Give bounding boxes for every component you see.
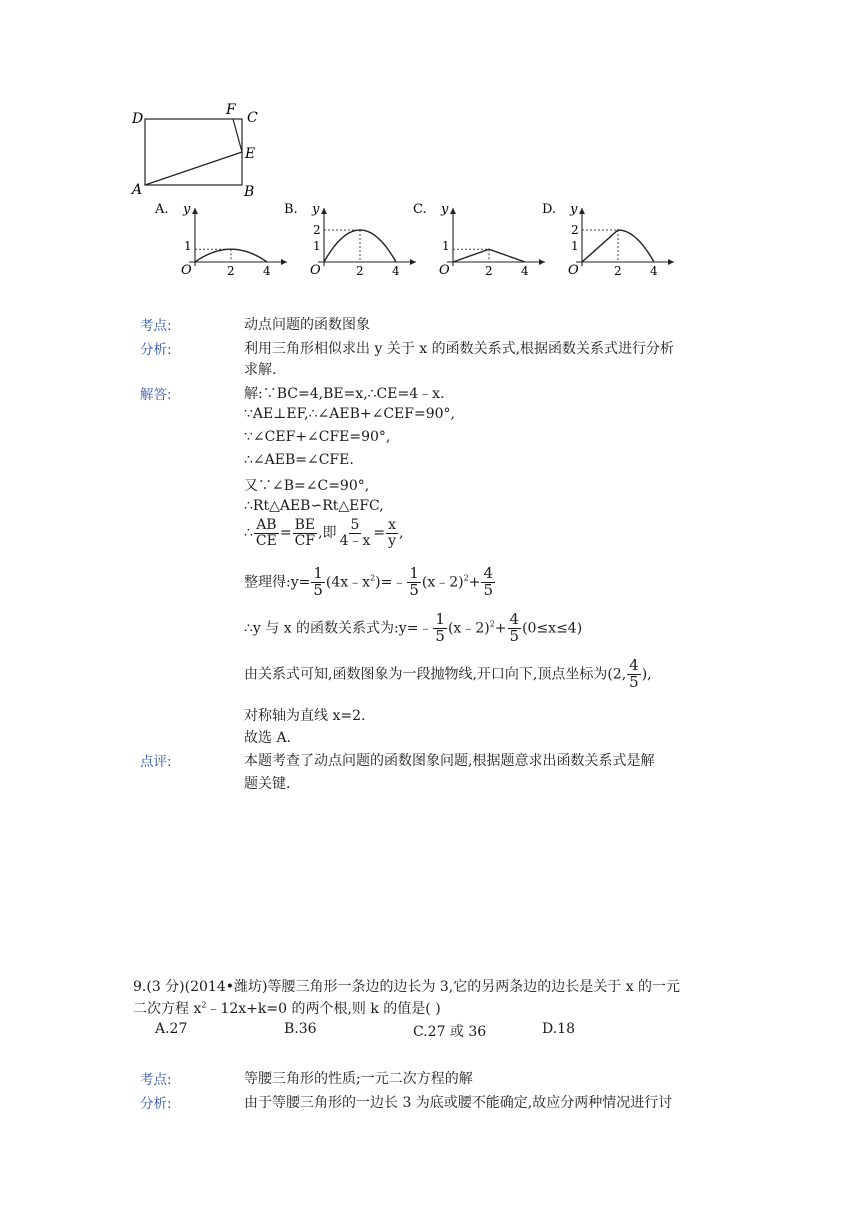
y-arrow [450,208,456,214]
y-axis-label: y [312,202,320,217]
fenxi-label: 分析: [140,342,172,358]
dianping-label: 点评: [140,754,172,770]
q9-kaodian-label: 考点: [140,1072,172,1088]
fraction-ab-ce: $\frac{AB}{CE}$ [255,517,277,549]
q9-stem-1: 9.(3 分)(2014•潍坊)等腰三角形一条边的边长为 3,它的另两条边的边长是关于 x 的一元 [133,979,681,995]
option-graph-a [155,200,285,280]
option-letter: D. [542,202,557,217]
tick-label-y: 2 [313,223,321,237]
tick-label-x: 4 [521,264,529,278]
kaodian-text: 动点问题的函数图象 [244,317,370,333]
fraction-be-cf: $\frac{BE}{CF}$ [294,517,316,549]
origin-label: O [439,263,450,278]
tick-label-y: 1 [571,239,579,253]
label-c: C [247,110,258,126]
tick-label-x: 2 [614,264,622,278]
fraction-5-4x: $\frac{5}{4﹣x}$ [339,517,371,549]
tick-label-y: 1 [313,239,321,253]
x-arrow [668,259,674,265]
tick-label-x: 2 [356,264,364,278]
option-letter: B. [284,202,298,217]
y-axis-label: y [441,202,449,217]
simplify-line: 整理得:y= $\frac{1}{5}$ $(4x﹣x^2)=﹣$ $\frac{1}{5}$ (x﹣2)$^2$+ $\frac{4}{5}$ [244,564,494,599]
y-arrow [321,208,327,214]
option-letter: C. [413,202,427,217]
solution-line-6: ∴Rt△AEB∽Rt△EFC, [244,498,384,514]
option-graph-c [413,200,543,280]
label-e: E [245,146,256,162]
vertex-line: 由关系式可知,函数图象为一段抛物线,开口向下,顶点坐标为(2, $\frac{4}{5}$ ), [244,656,652,691]
option-graph-d [542,200,672,280]
solution-line-10: 对称轴为直线 x=2. [244,708,366,724]
q9-kaodian-text: 等腰三角形的性质;一元二次方程的解 [244,1071,473,1087]
tick-label-x: 2 [227,264,235,278]
rectangle-figure [120,100,280,200]
relation-line: ∴y 与 x 的函数关系式为:y=﹣ $\frac{1}{5}$ (x﹣2)$^2$+ $\frac{4}{5}$ (0≤x≤4) [244,610,583,645]
label-d: D [132,111,144,127]
kaodian-label: 考点: [140,318,172,334]
y-axis-label: y [570,202,578,217]
fenxi-text-1: 利用三角形相似求出 y 关于 x 的函数关系式,根据函数关系式进行分析 [244,341,675,357]
label-b: B [244,184,255,200]
option-letter: A. [155,202,169,217]
origin-label: O [310,263,321,278]
fraction-x-y: $\frac{x}{y}$ [388,517,397,549]
tick-label-y: 2 [571,223,579,237]
solution-line-2: ∵AE⊥EF,∴∠AEB+∠CEF=90°, [244,406,455,422]
q9-stem-2: 二次方程 $x^2﹣12x+k=0$ 的两个根,则 k 的值是( ) [133,1000,441,1017]
tick-label-x: 2 [485,264,493,278]
tick-label-x: 4 [263,264,271,278]
solution-line-5: 又∵∠B=∠C=90°, [244,478,370,494]
tick-label-y: 1 [442,239,450,253]
q9-fenxi-label: 分析: [140,1096,172,1112]
q9-choice-d: D.18 [542,1021,575,1037]
fenxi-text-2: 求解. [244,362,277,378]
solution-line-1: 解:∵BC=4,BE=x,∴CE=4﹣x. [244,386,445,402]
jieda-label: 解答: [140,387,172,403]
y-arrow [579,208,585,214]
dianping-text-1: 本题考查了动点问题的函数图象问题,根据题意求出函数关系式是解 [244,753,655,769]
solution-line-11: 故选 A. [244,730,292,746]
y-arrow [192,208,198,214]
solution-line-3: ∵∠CEF+∠CFE=90°, [244,429,391,445]
solution-line-4: ∴∠AEB=∠CFE. [244,452,354,468]
tick-label-x: 4 [392,264,400,278]
dianping-text-2: 题关键. [244,776,291,792]
label-a: A [132,182,143,198]
origin-label: O [181,263,192,278]
q9-choice-c: C.27 或 36 [413,1024,487,1040]
y-axis-label: y [183,202,191,217]
q9-choice-a: A.27 [155,1021,188,1037]
ratio-line: ∴ $\frac{AB}{CE}$ = $\frac{BE}{CF}$ ,即 $\frac{5}{4﹣x}$ = $\frac{x}{y}$ , [244,517,404,549]
q9-choice-b: B.36 [284,1021,317,1037]
tick-label-x: 4 [650,264,658,278]
q9-fenxi-text: 由于等腰三角形的一边长 3 为底或腰不能确定,故应分两种情况进行讨 [244,1095,673,1111]
option-graph-b [284,200,414,280]
tick-label-y: 1 [184,239,192,253]
label-f: F [226,102,236,118]
origin-label: O [568,263,579,278]
